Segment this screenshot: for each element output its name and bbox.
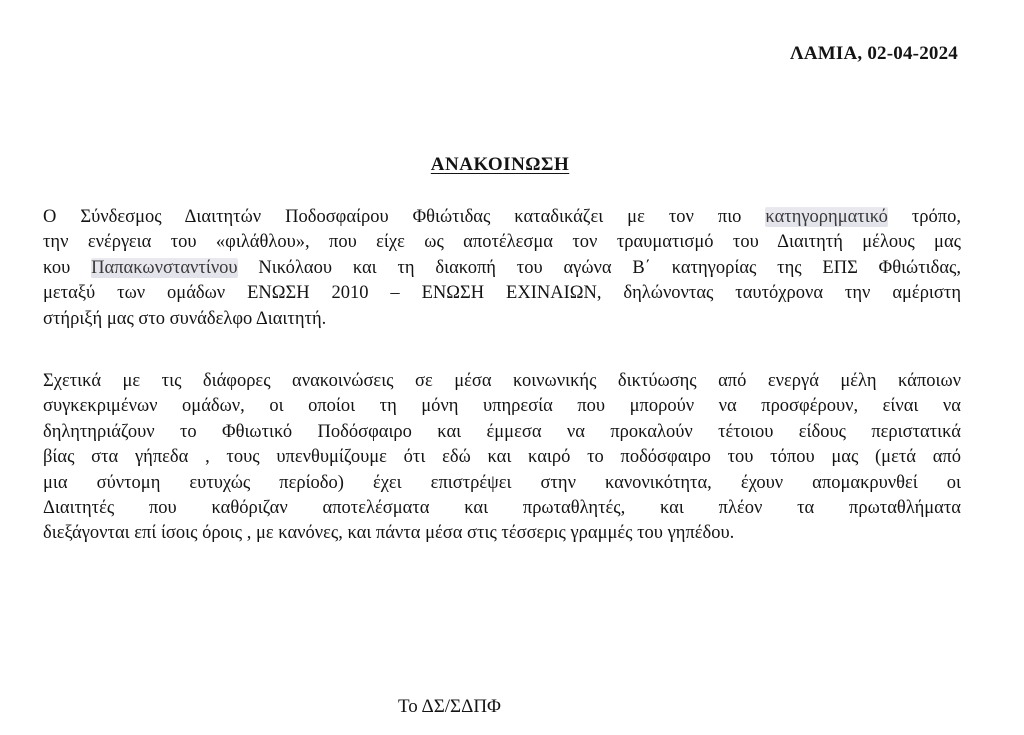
- text-span: κου: [43, 257, 92, 278]
- paragraph-line: την ενέργεια του «φιλάθλου», που είχε ως αποτέλεσμα τον τραυματισμό του Διαιτητή μέλους μας: [43, 232, 961, 253]
- paragraph-line: συγκεκριμένων ομάδων, οι οποίοι τη μόνη υπηρεσία που μπορούν να προσφέρουν, είναι να: [43, 396, 961, 417]
- document-title: ΑΝΑΚΟΙΝΩΣΗ: [430, 154, 570, 175]
- paragraph-line: διεξάγονται επί ίσοις όροις , με κανόνες, και πάντα μέσα στις τέσσερις γραμμές του γηπέδου.: [43, 523, 735, 544]
- paragraph-line: μεταξύ των ομάδων ΕΝΩΣΗ 2010 – ΕΝΩΣΗ ΕΧΙΝΑΙΩΝ, δηλώνοντας ταυτόχρονα την αμέριστη: [43, 283, 961, 304]
- document-date: ΛΑΜΙΑ, 02-04-2024: [790, 43, 958, 64]
- paragraph-line: [43, 256, 961, 281]
- paragraph-line: δηλητηριάζουν το Φθιωτικό Ποδόσφαιρο και έμμεσα να προκαλούν τέτοιου είδους περιστατικά: [43, 421, 961, 442]
- paragraph-condemnation: [43, 205, 961, 332]
- paragraph-social-media: [43, 369, 961, 547]
- text-span: Νικόλαου και τη διακοπή του αγώνα Β΄ κατηγορίας της ΕΠΣ Φθιώτιδας,: [237, 257, 961, 278]
- paragraph-line: στήριξή μας στο συνάδελφο Διαιτητή.: [43, 308, 327, 329]
- text-span: Ο Σύνδεσμος Διαιτητών Ποδοσφαίρου Φθιώτιδας καταδικάζει με τον πιο: [43, 207, 766, 227]
- paragraph-line: μια σύντομη ευτυχώς περίοδο) έχει επιστρέψει στην κανονικότητα, έχουν απομακρυνθεί οι: [43, 472, 961, 493]
- paragraph-line: Διαιτητές που καθόριζαν αποτελέσματα και πρωταθλητές, και πλέον τα πρωταθλήματα: [43, 498, 961, 519]
- text-span: τρόπο,: [887, 207, 961, 227]
- paragraph-line: [43, 205, 961, 230]
- highlighted-name: Παπακωνσταντίνου: [91, 257, 238, 278]
- signature: Το ΔΣ/ΣΔΠΦ: [398, 696, 501, 717]
- paragraph-line: Σχετικά με τις διάφορες ανακοινώσεις σε μέσα κοινωνικής δικτύωσης από ενεργά μέλη κάποιων: [43, 371, 961, 391]
- paragraph-line: βίας στα γήπεδα , τους υπενθυμίζουμε ότι εδώ και καιρό το ποδόσφαιρο του τόπου μας (μετά από: [43, 447, 961, 468]
- highlighted-word: κατηγορηματικό: [765, 207, 888, 227]
